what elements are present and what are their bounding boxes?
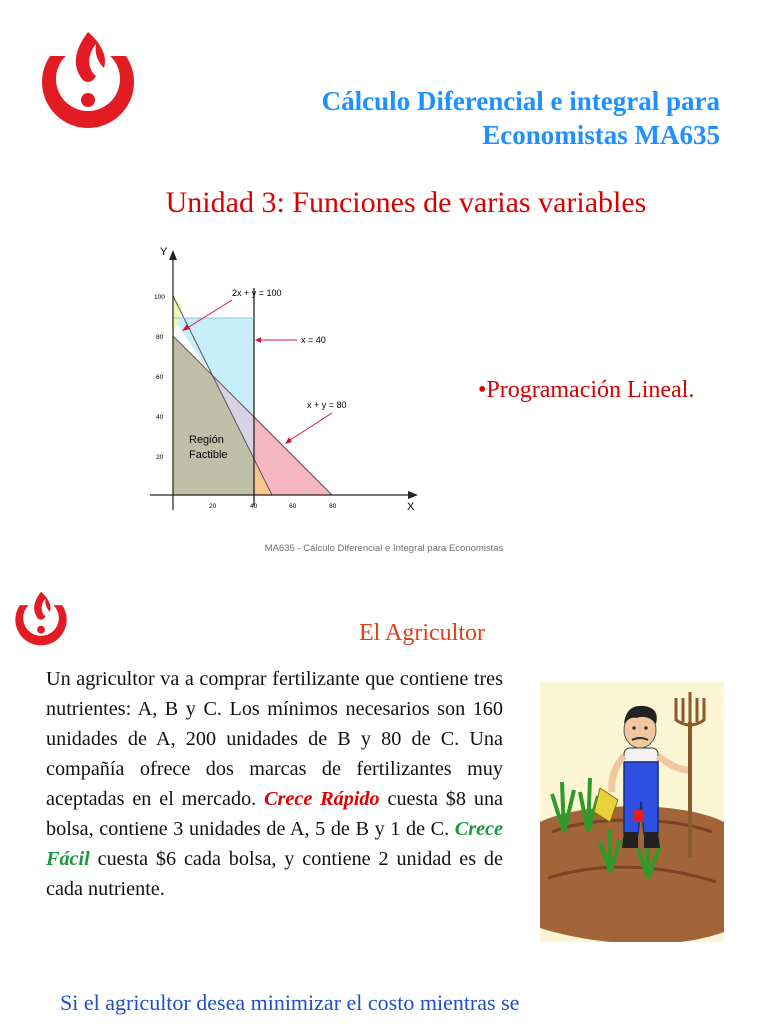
y-tick-40: 40 [156, 414, 164, 421]
y-axis-arrow [169, 250, 177, 260]
y-tick-20: 20 [156, 454, 164, 461]
university-logo-small [12, 588, 70, 648]
farmer-illustration [540, 682, 724, 942]
label-x-plus-y: x + y = 80 [307, 400, 347, 410]
x-tick-80: 80 [329, 503, 337, 510]
x-tick-40: 40 [250, 503, 258, 510]
problem-statement [46, 664, 503, 904]
x-tick-60: 60 [289, 503, 297, 510]
university-logo [36, 26, 140, 132]
unit-title: Unidad 3: Funciones de varias variables [165, 186, 647, 219]
slide-2 [0, 570, 768, 1024]
slide-footer: MA635 - Cálculo Diferencial e Integral para Economistas [264, 543, 504, 554]
pointer-x-plus-y [287, 413, 332, 442]
x-tick-20: 20 [209, 503, 217, 510]
course-title-line-1: Cálculo Diferencial e integral para [321, 86, 720, 116]
x-axis-arrow [408, 491, 418, 499]
region-label-line-2: Factible [189, 449, 228, 461]
y-tick-60: 60 [156, 374, 164, 381]
course-title-line-2: Economistas MA635 [482, 120, 720, 150]
label-2x-plus-y: 2x + y = 100 [232, 288, 282, 298]
problem-text-2: cuesta $8 una bolsa, contiene 3 unidades de A, 5 de B y 1 de C. [46, 788, 504, 840]
question-line: Si el agricultor desea minimizar el costo mientras se [60, 990, 520, 1015]
x-axis-label: X [407, 501, 415, 513]
linear-programming-plot [140, 238, 430, 520]
pointer-x-plus-y-head [285, 437, 292, 444]
brand-crece-facil: Crece Fácil [46, 818, 503, 870]
y-tick-80: 80 [156, 334, 164, 341]
y-axis-label: Y [160, 246, 168, 258]
pointer-x-40-head [255, 337, 261, 343]
slide-2-title: El Agricultor [359, 620, 485, 646]
region-label-line-1: Región [189, 434, 224, 446]
problem-text-3: cuesta $6 cada bolsa, y contiene 2 unidad es de cada nutriente. [46, 848, 503, 900]
label-x-40: x = 40 [301, 335, 326, 345]
course-title [160, 84, 720, 152]
bullet-linear-programming: •Programación Lineal. [478, 377, 695, 403]
y-tick-100: 100 [154, 294, 165, 301]
problem-text-1: Un agricultor va a comprar fertilizante que contiene tres nutrientes: A, B y C. Los mínimos necesarios son 160 unidades de A, 200 unidades de B y 80 de C. Una compañía ofrece dos marcas de fertilizantes muy aceptadas en el mercado. [46, 668, 503, 810]
brand-crece-rapido: Crece Rápido [264, 788, 380, 810]
